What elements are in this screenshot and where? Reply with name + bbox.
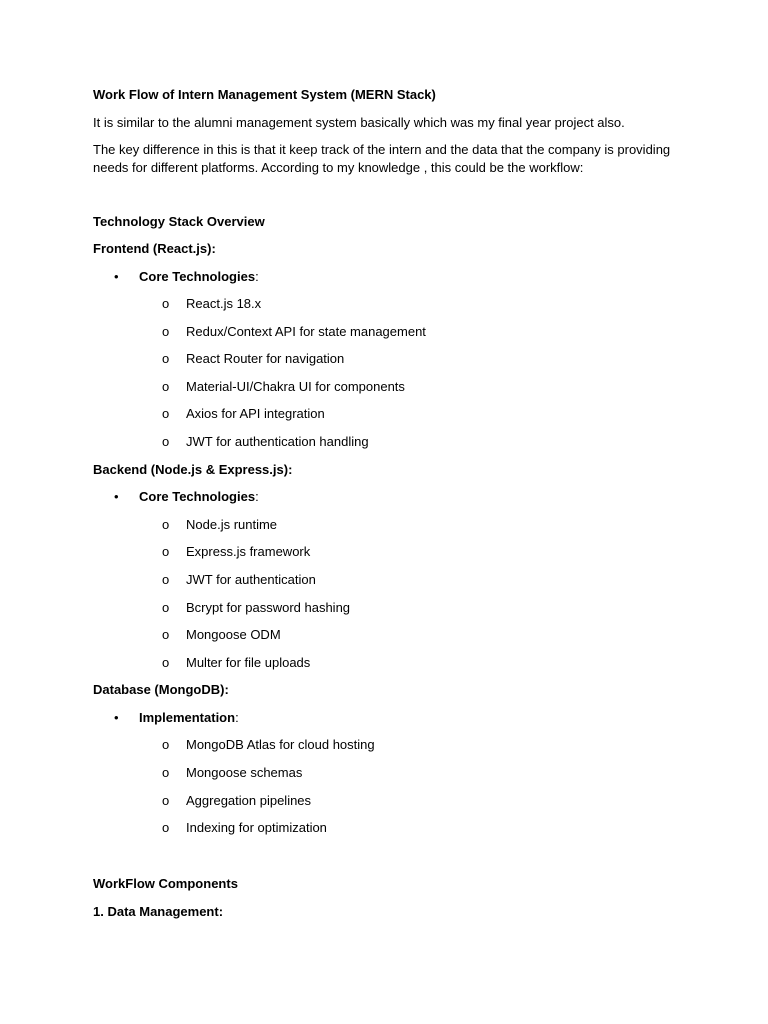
sub-bullet-icon: o (162, 544, 170, 559)
bullet-icon: • (114, 489, 119, 504)
backend-group (139, 488, 259, 506)
backend-item: Bcrypt for password hashing (186, 600, 351, 615)
database-item: Indexing for optimization (186, 820, 327, 835)
bullet-icon: • (114, 269, 119, 284)
intro-paragraph-2: The key difference in this is that it keep track of the intern and the data that the company is providing needs for different platforms. According to my knowledge , this could be the workflow: (93, 142, 671, 175)
backend-group-colon: : (255, 489, 259, 504)
sub-bullet-icon: o (162, 517, 170, 532)
database-item: Mongoose schemas (186, 765, 303, 780)
sub-bullet-icon: o (162, 600, 170, 615)
backend-heading: Backend (Node.js & Express.js): (93, 462, 293, 477)
sub-bullet-icon: o (162, 351, 170, 366)
frontend-heading: Frontend (React.js): (93, 241, 216, 256)
frontend-group-colon: : (255, 269, 259, 284)
frontend-group (139, 268, 259, 286)
data-management-heading: 1. Data Management: (93, 904, 224, 919)
backend-item: Multer for file uploads (186, 655, 311, 670)
sub-bullet-icon: o (162, 379, 170, 394)
sub-bullet-icon: o (162, 324, 170, 339)
document-title: Work Flow of Intern Management System (MERN Stack) (93, 87, 436, 102)
database-group-colon: : (235, 710, 239, 725)
frontend-item: Axios for API integration (186, 406, 325, 421)
sub-bullet-icon: o (162, 737, 170, 752)
database-group-label: Implementation (139, 710, 236, 725)
frontend-item: React Router for navigation (186, 351, 345, 366)
intro-paragraph-1: It is similar to the alumni management system basically which was my final year project also. (93, 115, 625, 130)
sub-bullet-icon: o (162, 820, 170, 835)
workflow-heading: WorkFlow Components (93, 876, 238, 891)
bullet-icon: • (114, 710, 119, 725)
frontend-item: React.js 18.x (186, 296, 262, 311)
backend-item: Mongoose ODM (186, 627, 281, 642)
sub-bullet-icon: o (162, 572, 170, 587)
sub-bullet-icon: o (162, 296, 170, 311)
sub-bullet-icon: o (162, 655, 170, 670)
backend-item: Express.js framework (186, 544, 311, 559)
backend-item: JWT for authentication (186, 572, 316, 587)
sub-bullet-icon: o (162, 765, 170, 780)
database-item: MongoDB Atlas for cloud hosting (186, 737, 375, 752)
sub-bullet-icon: o (162, 434, 170, 449)
sub-bullet-icon: o (162, 627, 170, 642)
backend-group-label: Core Technologies (139, 489, 256, 504)
frontend-item: Material-UI/Chakra UI for components (186, 379, 405, 394)
database-item: Aggregation pipelines (186, 793, 312, 808)
backend-item: Node.js runtime (186, 517, 278, 532)
database-group (139, 709, 239, 727)
sub-bullet-icon: o (162, 793, 170, 808)
tech-stack-heading: Technology Stack Overview (93, 214, 265, 229)
frontend-item: Redux/Context API for state management (186, 324, 426, 339)
frontend-group-label: Core Technologies (139, 269, 256, 284)
frontend-item: JWT for authentication handling (186, 434, 369, 449)
sub-bullet-icon: o (162, 406, 170, 421)
database-heading: Database (MongoDB): (93, 682, 229, 697)
